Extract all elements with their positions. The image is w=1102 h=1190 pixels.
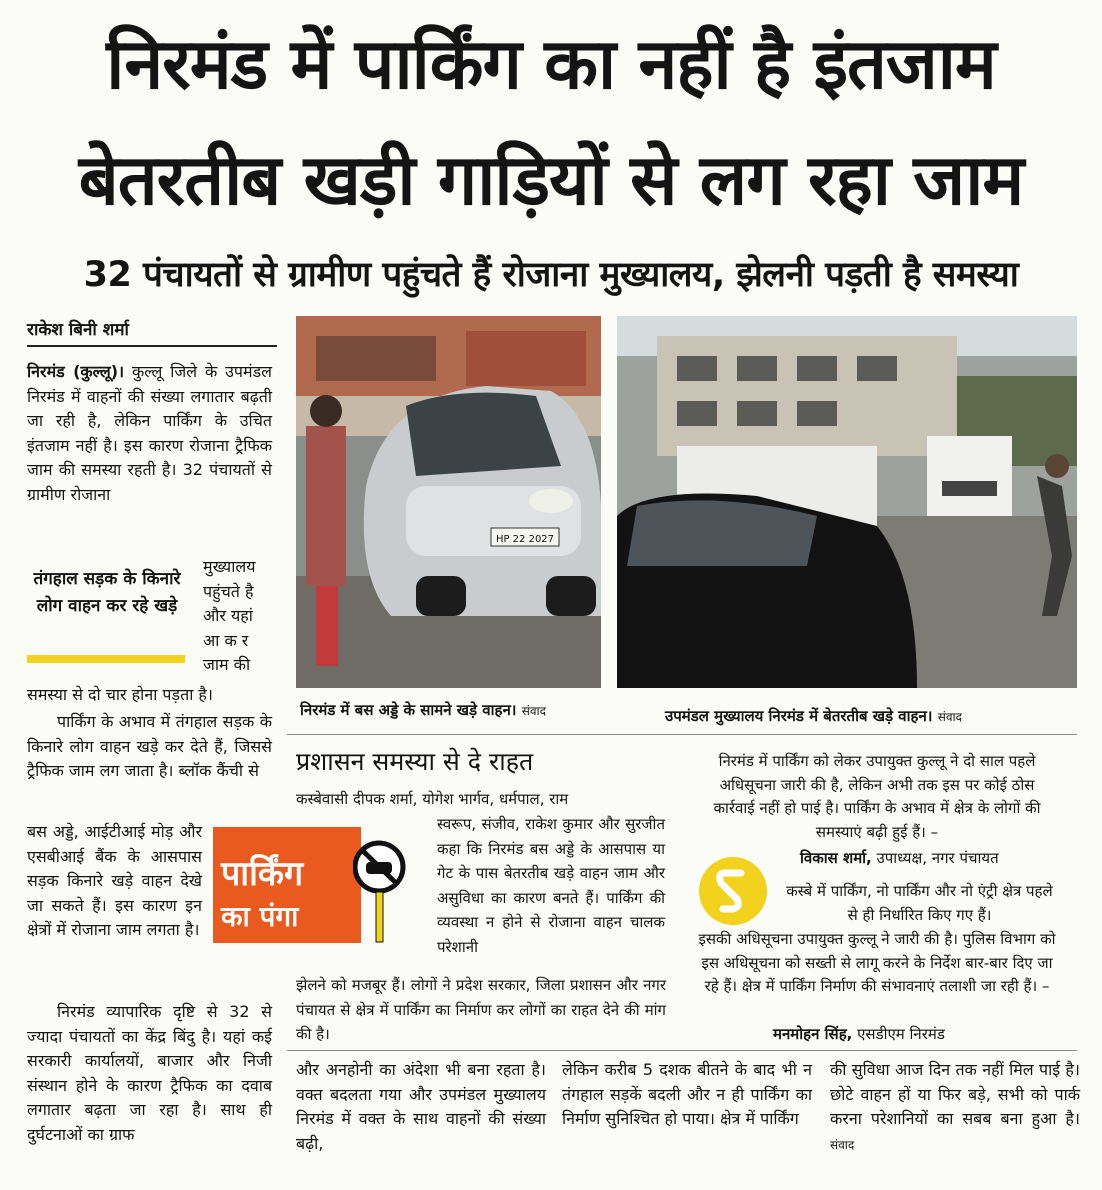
column-1-paragraph-2a: पार्किंग के अभाव में तंगहाल सड़क के किनारे लोग वाहन खड़े कर देते हैं, जिससे ट्रैफिक जाम लग जाता है। ब्लॉक कैंची से [27, 712, 272, 780]
column-1-paragraph-1a [27, 360, 272, 507]
quote-2-role: एसडीएम निरमंड [857, 1025, 945, 1043]
column-1-paragraph-2b: बस अड्डे, आईटीआई मोड़ और एसबीआई बैंक के आसपास सड़क किनारे खड़े वाहन देखे जा सकते हैं। इस कारण इन क्षेत्रों में रोजाना जाम लगता है। [27, 822, 202, 939]
pull-quote-bar [27, 655, 185, 663]
photo-1-caption [300, 700, 546, 720]
subheadline: 32 पंचायतों से ग्रामीण पहुंचते हैं रोजाना मुख्यालय, झेलनी पड़ती है समस्या [83, 255, 1019, 295]
photo-1-caption-text: निरमंड में बस अड्डे के सामने खड़े वाहन। [300, 701, 517, 719]
box-top-rule [287, 734, 1077, 735]
quote-2-name: मनमोहन सिंह, [773, 1025, 853, 1043]
bottom-column-2: और अनहोनी का अंदेशा भी बना रहता है। वक्त बदलता गया और उपमंडल मुख्यालय निरमंड में वक्त के साथ वाहनों की संख्या बढ़ी, [296, 1060, 546, 1153]
column-1-text-1a: कुल्लू जिले के उपमंडल निरमंड में वाहनों की संख्या लगातार बढ़ती जा रही है, लेकिन पार्किंग के उचित इंतजाम नहीं है। इस कारण रोजाना ट्रैफिक जाम की समस्या रहती है। 32 पंचायतों से ग्रामीण रोजाना [27, 362, 272, 504]
bottom-column-4 [830, 1058, 1080, 1157]
photo-1-caption-source: संवाद [521, 704, 546, 718]
quote-2-signature [773, 1024, 945, 1044]
dateline: निरमंड (कुल्लू)। [27, 362, 125, 381]
byline: राकेश बिनी शर्मा [27, 320, 129, 340]
byline-rule [27, 345, 277, 347]
box-text-b: स्वरूप, संजीव, राकेश कुमार और सुरजीत कहा कि निरमंड बस अड्डे के आसपास या गेट के पास बेतरतीब खड़े वाहन जाम और असुविधा का कारण बनते हैं। पार्किंग की व्यवस्था न होने से रोजाना वाहन चालक परेशानी [437, 815, 665, 956]
pull-quote: तंगहाल सड़क के किनारे लोग वाहन कर रहे खड़े [33, 569, 181, 616]
quote-2-text-a: कस्बे में पार्किंग, नो पार्किंग और नो एंट्री क्षेत्र पहले से ही निर्धारित किए गए हैं। [786, 882, 1053, 924]
no-parking-sign-icon [353, 837, 413, 943]
bottom-column-3: लेकिन करीब 5 दशक बीतने के बाद भी न तंगहाल सड़कें बदली और न ही पार्किंग का निर्माण सुनिश्चित हो पाया। क्षेत्र में पार्किंग [562, 1060, 812, 1128]
quote-1-name: विकास शर्मा, [800, 849, 872, 867]
box-heading: प्रशासन समस्या से दे राहत [296, 747, 534, 776]
quote-1-role: उपाध्यक्ष, नगर पंचायत [876, 849, 999, 867]
headline-line-2: बेतरतीब खड़ी गाड़ियों से लग रहा जाम [78, 139, 1024, 221]
column-1-paragraph-1c: समस्या से दो चार होना पड़ता है। [27, 685, 213, 704]
photo-headquarters-parked-vehicles [617, 316, 1077, 688]
logo-line-1: पार्किंग [221, 854, 304, 894]
photo-2-caption-text: उपमंडल मुख्यालय निरमंड में बेतरतीब खड़े वाहन। [665, 707, 933, 725]
quote-1-text: निरमंड में पार्किंग को लेकर उपायुक्त कुल्लू ने दो साल पहले अधिसूचना जारी की है, लेकिन अभी तक इस पर कोई ठोस कार्रवाई नहीं हो पाई है। पार्किंग के अभाव में क्षेत्र के लोगों की समस्याएं बढ़ी हुई हैं। – [713, 752, 1041, 841]
quote-1-signature [800, 848, 999, 868]
headline-line-1: निरमंड में पार्किंग का नहीं है इंतजाम [106, 23, 996, 105]
column-1-paragraph-1b: मुख्यालय पहुंचते है और यहां आ क र जाम की [203, 557, 256, 674]
logo-line-2: का पंगा [221, 900, 299, 933]
photo-2-caption [665, 706, 962, 726]
photo-2-caption-source: संवाद [937, 710, 962, 724]
column-1-paragraph-3: निरमंड व्यापारिक दृष्टि से 32 से ज्यादा पंचायतों का केंद्र बिंदु है। यहां कई सरकारी कार्यालयों, बाजार और निजी संस्थान होने के कारण ट्रैफिक का दवाब लगातार बढ़ता जा रहा है। साथ ही दुर्घटनाओं का ग्राफ [27, 1002, 272, 1144]
speaker-logo-icon [697, 855, 769, 927]
parking-ka-panga-logo [213, 827, 411, 943]
bottom-column-4-source: संवाद [830, 1137, 855, 1152]
bottom-column-4-text: की सुविधा आज दिन तक नहीं मिल पाई है। छोटे वाहन हों या फिर बड़े, सभी को पार्क करना परेशानियों का सबब बना हुआ है। [830, 1060, 1080, 1128]
plate-text: HP 22 2027 [495, 534, 555, 545]
photo-bus-stand-vehicles [296, 316, 601, 688]
box-text-a: कस्बेवासी दीपक शर्मा, योगेश भार्गव, धर्मपाल, राम [296, 790, 569, 808]
quote-2-text-b: इसकी अधिसूचना उपायुक्त कुल्लू ने जारी की है। पुलिस विभाग को इस अधिसूचना को सख्ती से लागू करने के निर्देश बार-बार दिए जा रहे हैं। क्षेत्र में पार्किंग निर्माण की संभावनाएं तलाशी जा रही हैं। – [698, 930, 1056, 995]
box-text-c: झेलने को मजबूर हैं। लोगों ने प्रदेश सरकार, जिला प्रशासन और नगर पंचायत से क्षेत्र में पार्किंग का निर्माण कर लोगों का राहत देने की मांग की है। [296, 976, 666, 1043]
box-bottom-rule [287, 1050, 1077, 1051]
